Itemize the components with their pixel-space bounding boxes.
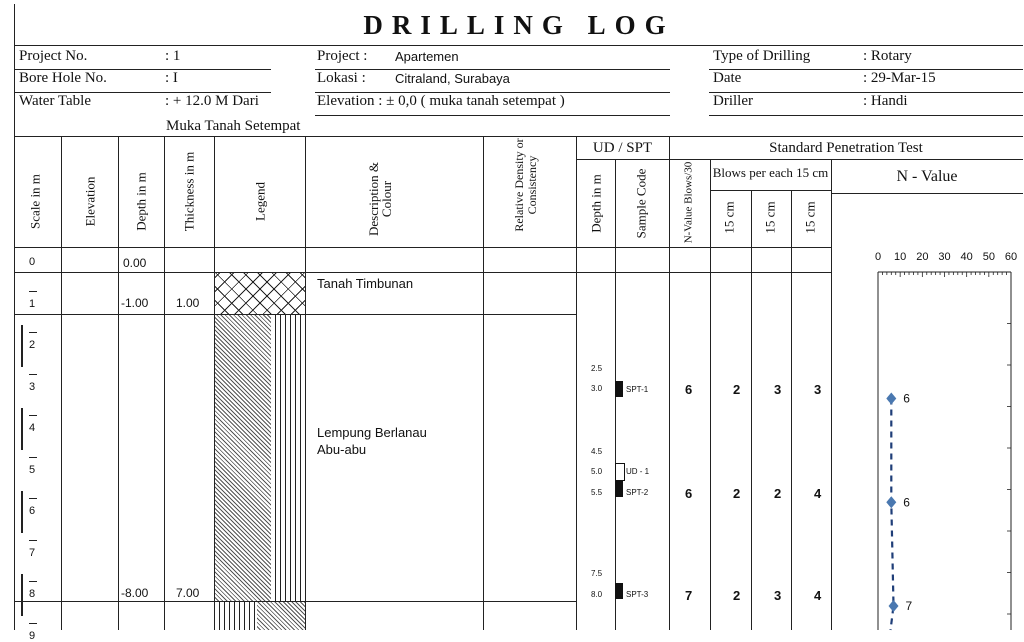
date-value: : 29-Mar-15 bbox=[863, 70, 936, 86]
graph-tick-label: 50 bbox=[982, 251, 995, 263]
scale-mark: 9 bbox=[29, 629, 36, 642]
graph-point-label: 7 bbox=[905, 599, 913, 613]
scale-mark: 0 bbox=[29, 256, 36, 268]
page-title: DRILLING LOG bbox=[363, 10, 675, 40]
col-line bbox=[118, 136, 119, 630]
n-value-graph bbox=[831, 194, 1023, 630]
sample-1-code: SPT-1 bbox=[626, 385, 649, 394]
graph-tick-label: 20 bbox=[916, 251, 929, 263]
blow-3-2: 3 bbox=[774, 588, 782, 603]
n-value-2: 6 bbox=[685, 486, 693, 501]
spt-marker bbox=[615, 481, 623, 497]
legend-silt-pattern bbox=[271, 315, 305, 601]
header-underline bbox=[15, 92, 271, 93]
project-no-label: Project No. bbox=[19, 48, 88, 64]
col-line bbox=[305, 136, 306, 630]
ud-marker bbox=[615, 463, 625, 481]
thickness-1: 1.00 bbox=[176, 296, 200, 310]
sample-1-bottom: 3.0 bbox=[591, 384, 603, 393]
blow-2-3: 4 bbox=[814, 486, 822, 501]
col-description: Description & Colour bbox=[366, 162, 394, 237]
thickness-2: 7.00 bbox=[176, 586, 200, 600]
header-underline bbox=[709, 69, 1023, 70]
scale-tick bbox=[29, 540, 37, 541]
project-value: Apartemen bbox=[395, 49, 459, 64]
col-line bbox=[61, 136, 62, 630]
header-underline bbox=[315, 69, 670, 70]
water-table-value: : + 12.0 M Dari bbox=[165, 93, 259, 109]
driller-label: Driller bbox=[713, 93, 753, 109]
scale-mark: 6 bbox=[29, 505, 36, 517]
type-drilling-label: Type of Drilling bbox=[713, 48, 811, 64]
sample-2-bottom: 5.5 bbox=[591, 488, 603, 497]
scale-tick bbox=[29, 415, 37, 416]
col-blow-2: 15 cm bbox=[762, 201, 778, 234]
graph-tick-label: 0 bbox=[874, 251, 882, 263]
blow-2-1: 2 bbox=[733, 486, 741, 501]
bore-hole-value: : I bbox=[165, 70, 178, 86]
blow-1-2: 3 bbox=[774, 382, 782, 397]
col-line bbox=[751, 190, 752, 630]
header-underline bbox=[709, 115, 1023, 116]
col-line bbox=[576, 136, 577, 630]
col-line bbox=[164, 136, 165, 630]
graph-tick-label: 40 bbox=[960, 251, 973, 263]
spt-marker bbox=[615, 583, 623, 599]
col-ud-spt: UD / SPT bbox=[592, 140, 653, 156]
col-n-value: N-Value Blows/30 bbox=[682, 161, 695, 244]
col-line bbox=[483, 136, 484, 630]
row-line bbox=[576, 272, 831, 273]
col-line bbox=[710, 159, 711, 630]
driller-value: : Handi bbox=[863, 93, 908, 109]
bore-hole-label: Bore Hole No. bbox=[19, 70, 107, 86]
elevation-label: Elevation : ± 0,0 ( muka tanah setempat ) bbox=[317, 93, 565, 109]
drilling-log-sheet bbox=[14, 4, 1023, 642]
sample-3-bottom: 8.0 bbox=[591, 590, 603, 599]
row-line bbox=[15, 272, 215, 273]
col-sample-code: Sample Code bbox=[633, 168, 649, 239]
header-underline bbox=[15, 69, 271, 70]
graph-tick-label: 60 bbox=[1004, 251, 1018, 263]
blow-2-2: 2 bbox=[774, 486, 782, 501]
col-spt: Standard Penetration Test bbox=[769, 140, 923, 156]
legend-fill-pattern bbox=[215, 273, 305, 314]
col-scale: Scale in m bbox=[27, 174, 43, 229]
depth-0: 0.00 bbox=[123, 256, 147, 270]
n-value-3: 7 bbox=[685, 588, 693, 603]
lokasi-value: Citraland, Surabaya bbox=[395, 71, 510, 86]
date-label: Date bbox=[713, 70, 742, 86]
scale-bar bbox=[21, 325, 23, 367]
col-line bbox=[669, 136, 670, 630]
scale-mark: 1 bbox=[29, 297, 36, 310]
water-table-value2: Muka Tanah Setempat bbox=[166, 118, 301, 134]
blow-3-1: 2 bbox=[733, 588, 741, 603]
col-blow-3: 15 cm bbox=[802, 201, 818, 234]
blow-1-3: 3 bbox=[814, 382, 822, 397]
scale-mark: 7 bbox=[29, 546, 36, 559]
graph-point-label: 6 bbox=[903, 391, 910, 406]
sample-1-top: 2.5 bbox=[591, 364, 603, 373]
sample-3-code: SPT-3 bbox=[626, 590, 649, 599]
lokasi-label: Lokasi : bbox=[317, 70, 366, 86]
col-blows-per-each: Blows per each 15 cm bbox=[712, 165, 829, 180]
depth-1: -1.00 bbox=[121, 296, 149, 310]
graph-point-label: 6 bbox=[903, 495, 910, 510]
scale-mark: 8 bbox=[29, 588, 36, 600]
sample-2-code: SPT-2 bbox=[626, 488, 649, 497]
spt-marker bbox=[615, 381, 623, 397]
graph-point bbox=[886, 393, 896, 405]
scale-tick bbox=[29, 332, 37, 333]
legend-clay-pattern bbox=[215, 315, 271, 601]
n-value-1: 6 bbox=[685, 382, 693, 397]
header-underline bbox=[315, 115, 670, 116]
scale-bar bbox=[21, 408, 23, 450]
sample-2-top: 4.5 bbox=[591, 447, 603, 456]
blow-1-1: 2 bbox=[733, 382, 741, 397]
col-n-value-graph: N - Value bbox=[896, 168, 958, 185]
header-underline bbox=[315, 92, 670, 93]
sample-2-mid: 5.0 bbox=[591, 467, 603, 476]
graph-series-line bbox=[891, 399, 894, 631]
title-divider bbox=[15, 45, 1023, 46]
col-elevation: Elevation bbox=[82, 176, 98, 227]
graph-tick-label: 10 bbox=[894, 251, 907, 263]
scale-tick bbox=[29, 374, 37, 375]
legend-silt-pattern bbox=[215, 602, 257, 630]
sample-2-ud-code: UD - 1 bbox=[626, 467, 650, 476]
col-legend: Legend bbox=[252, 182, 268, 221]
col-blow-1: 15 cm bbox=[721, 201, 737, 234]
scale-tick bbox=[29, 498, 37, 499]
graph-point bbox=[886, 496, 896, 508]
scale-mark: 2 bbox=[29, 339, 36, 351]
col-line bbox=[791, 190, 792, 630]
scale-tick bbox=[29, 581, 37, 582]
sample-3-top: 7.5 bbox=[591, 569, 603, 578]
col-depth: Depth in m bbox=[133, 172, 149, 231]
header-underline bbox=[709, 92, 1023, 93]
scale-bar bbox=[21, 491, 23, 533]
col-ud-depth: Depth in m bbox=[588, 174, 604, 233]
scale-mark: 4 bbox=[29, 422, 36, 434]
type-drilling-value: : Rotary bbox=[863, 48, 912, 64]
scale-bar bbox=[21, 574, 23, 616]
blow-3-3: 4 bbox=[814, 588, 822, 603]
description-layer-1: Tanah Timbunan bbox=[317, 276, 414, 291]
scale-tick bbox=[29, 457, 37, 458]
description-layer-2: Lempung Berlanau Abu-abu bbox=[317, 425, 427, 457]
scale-mark: 5 bbox=[29, 463, 36, 476]
project-no-value: : 1 bbox=[165, 48, 181, 64]
project-label: Project : bbox=[317, 48, 368, 64]
scale-tick bbox=[29, 291, 37, 292]
graph-point bbox=[889, 600, 899, 612]
water-table-label: Water Table bbox=[19, 93, 92, 109]
depth-2: -8.00 bbox=[121, 586, 149, 600]
scale-tick bbox=[29, 623, 37, 624]
graph-tick-label: 30 bbox=[938, 251, 951, 263]
legend-clay-pattern bbox=[257, 602, 305, 630]
col-thickness: Thickness in m bbox=[181, 151, 197, 232]
col-relative: Relative Density or Consistency bbox=[512, 138, 539, 232]
scale-mark: 3 bbox=[29, 380, 36, 393]
